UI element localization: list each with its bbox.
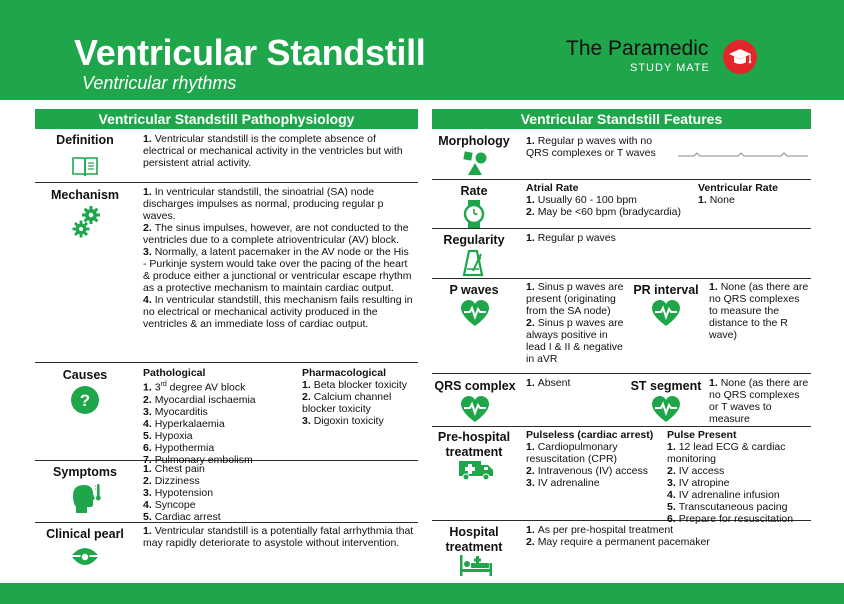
book-icon [70,151,100,181]
prehospital-row [432,427,811,525]
causes-pathological: Pathological 1. 3rd degree AV block 2. Myocardial ischaemia 3. Myocarditis 4. Hyperkalaemia 5. Hypoxia 6. Hypothermia 7. Pulmonary embolism [143,367,256,466]
page-subtitle: Ventricular rhythms [82,73,237,93]
brand [566,37,726,77]
mechanism-text: 1. In ventricular standstill, the sinoatrial (SA) node discharges impulses as normal, producing regular p waves. 2. The sinus impulses, however, are not conducted to the ventricles due to a complete atrioventricular (AV) block. 3. Normally, a latent pacemaker in the AV node or the His - Purkinje system would take over the pacing of the heart & produce either a junctional or ventricular escape rhythm as a protective mechanism to maintain cardiac output. 4. In ventricular standstill, this mechanism fails resulting in no electrical or mechanical activity produced in the ventricles & an immediate loss of cardiac output. [143,186,413,330]
pearl-icon [69,543,101,569]
right-column-heading: Ventricular Standstill Features [432,109,811,129]
clinical-pearl-label: Clinical pearl [46,527,124,541]
gears-icon [71,205,103,239]
symptoms-label: Symptoms [53,465,117,479]
causes-row [35,363,418,466]
rate-row [432,180,811,229]
brand-name: The Paramedic [566,37,709,60]
left-column-heading: Ventricular Standstill Pathophysiology [35,109,418,129]
causes-pharmacological: Pharmacological 1. Beta blocker toxicity 2. Calcium channel blocker toxicity 3. Digoxin toxicity [302,367,408,427]
morphology-text: 1. Regular p waves with no QRS complexes or T waves [526,135,656,159]
prehospital-label: Pre-hospital treatment [437,430,511,459]
metronome-icon [462,249,486,277]
p-waves-text: 1. Sinus p waves are present (originating from the SA node) 2. Sinus p waves are always positive in lead I & II & negative in aVR [526,281,624,365]
heart-pulse-icon [651,299,681,329]
st-segment-label: ST segment [630,379,702,393]
p-waves-row [432,279,811,374]
causes-label: Causes [62,368,108,382]
footer-bar [0,583,844,604]
pr-interval-text: 1. None (as there are no QRS complexes to measure the distance to the R wave) [709,281,809,341]
hospital-label: Hospital treatment [445,525,503,554]
svg-text:?: ? [79,391,91,410]
regularity-text: 1. Regular p waves [526,232,616,244]
pr-interval-label: PR interval [633,283,699,297]
qrs-complex-label: QRS complex [434,379,516,393]
symptoms-row [35,461,418,523]
qrs-complex-text: 1. Absent [526,377,571,389]
graduation-cap-logo-icon [723,40,757,74]
brand-tagline: STUDY MATE [630,62,710,74]
heart-pulse-icon [460,395,490,425]
shapes-icon [460,150,490,176]
watch-icon [462,200,486,228]
qrs-complex-row [432,374,811,427]
ecg-strip-icon [678,147,808,161]
mechanism-row [35,183,418,363]
heart-pulse-icon [460,299,490,329]
symptoms-text: 1. Chest pain 2. Dizziness 3. Hypotension 4. Syncope 5. Cardiac arrest [143,463,221,523]
definition-row [35,129,418,183]
pulseless-text: Pulseless (cardiac arrest) 1. Cardiopulmonary resuscitation (CPR) 2. Intravenous (IV) access 3. IV adrenaline [526,429,654,489]
ambulance-icon [458,458,494,482]
hospital-row [432,521,811,581]
st-segment-text: 1. None (as there are no QRS complexes or T waves to measure [709,377,809,425]
head-thermometer-icon [68,480,102,514]
header-banner [0,0,844,100]
clinical-pearl-row [35,523,418,579]
clinical-pearl-text: 1. Ventricular standstill is a potentially fatal arrhythmia that may rapidly deteriorate to asystole without intervention. [143,525,414,549]
mechanism-label: Mechanism [50,188,120,202]
hospital-text: 1. As per pre-hospital treatment 2. May require a permanent pacemaker [526,524,710,548]
question-icon [70,385,100,415]
definition-label: Definition [56,133,114,147]
regularity-label: Regularity [443,233,505,247]
p-waves-label: P waves [449,283,499,297]
rate-label: Rate [460,184,488,198]
morphology-label: Morphology [438,134,510,148]
heart-pulse-icon [651,395,681,425]
pulse-present-text: Pulse Present 1. 12 lead ECG & cardiac monitoring 2. IV access 3. IV atropine 4. IV adrenaline infusion 5. Transcutaneous pacing 6. Prepare for resuscitation [667,429,794,525]
atrial-rate-text: Atrial Rate 1. Usually 60 - 100 bpm 2. May be <60 bpm (bradycardia) [526,182,681,218]
morphology-row [432,129,811,180]
page-title: Ventricular Standstill [74,32,426,73]
definition-text: 1. Ventricular standstill is the complete absence of electrical or mechanical activity in the ventricles but with persistent atrial activity. [143,133,403,169]
ventricular-rate-text: Ventricular Rate 1. None [698,182,778,206]
hospital-bed-icon [459,555,493,577]
regularity-row [432,229,811,279]
